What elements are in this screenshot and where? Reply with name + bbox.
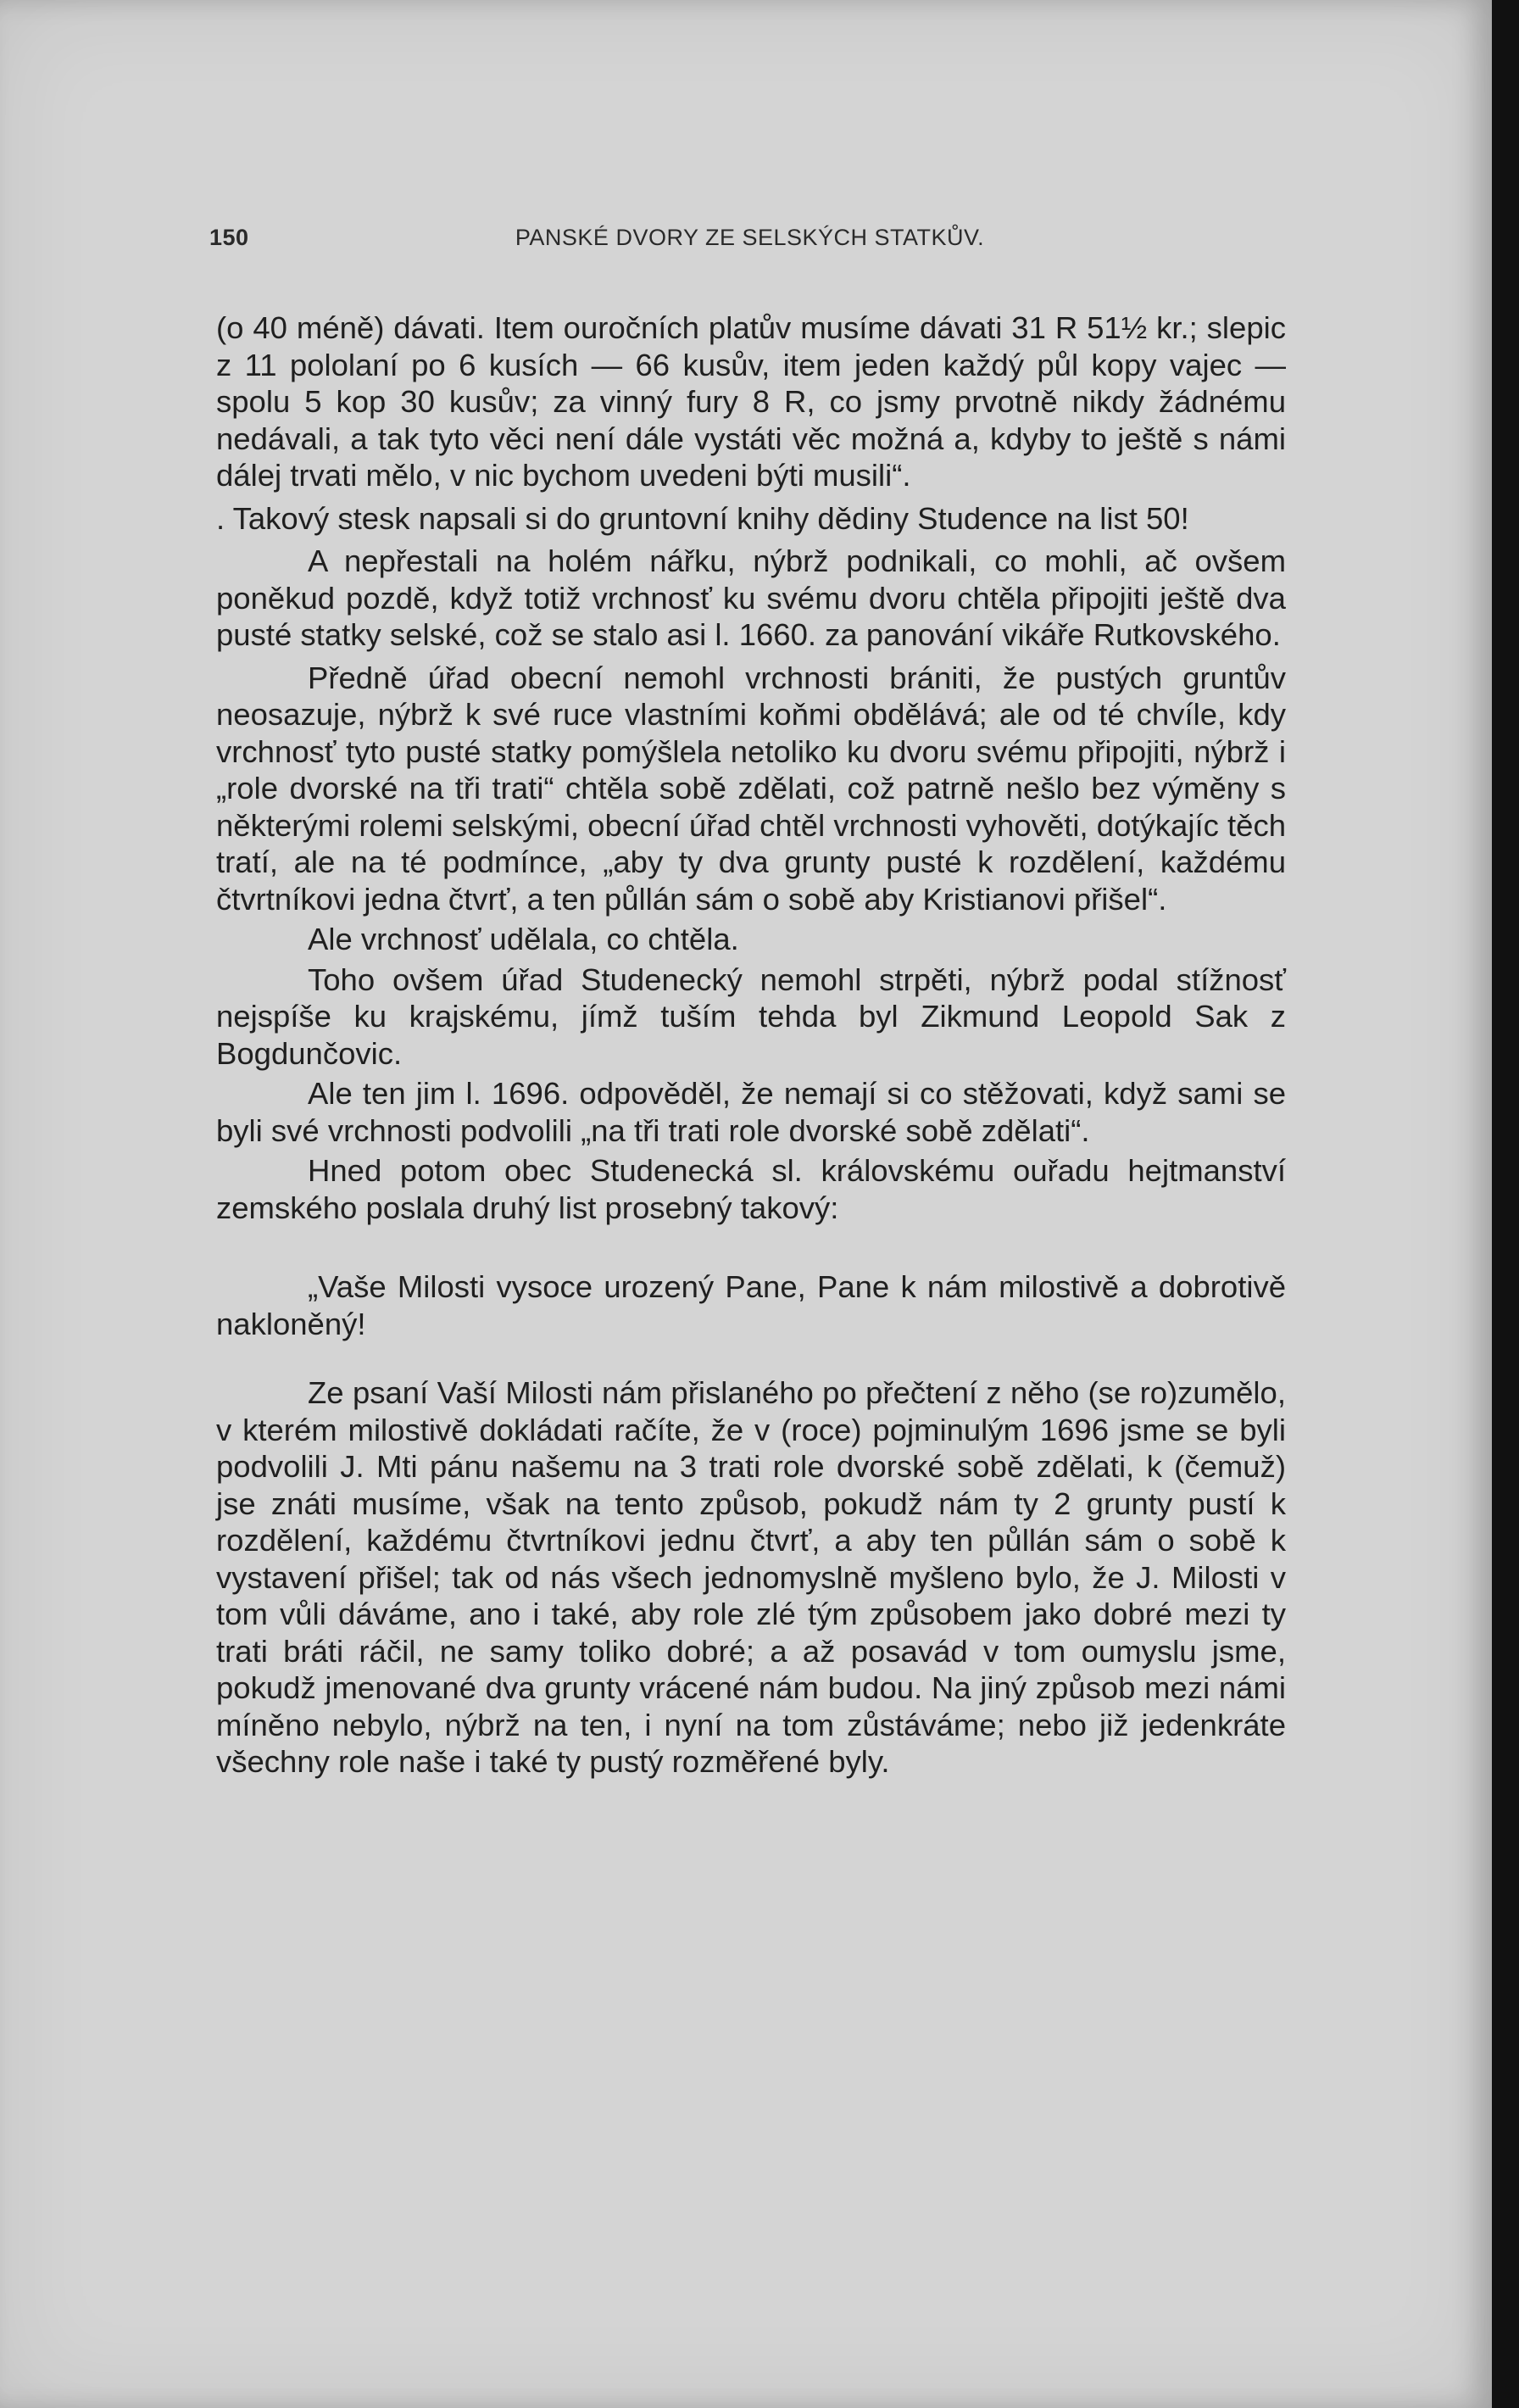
running-title: PANSKÉ DVORY ZE SELSKÝCH STATKŮV. — [515, 225, 985, 250]
paragraph-salutation: „Vaše Milosti vysoce urozený Pane, Pane k nám milostivě a dobrotivě nakloněný! — [216, 1269, 1286, 1341]
paragraph-office: Předně úřad obecní nemohl vrchnosti brániti, že pustých gruntův neosazuje, nýbrž k své ruce vlastními koňmi obdělává; ale od té chvíle, kdy vrchnosť tyto pusté statky pomýšlela netoliko ku dvoru svému připojiti, nýbrž i „role dvorské na tři trati“ chtěla sobě zdělati, což patrně nešlo bez výměny s některými rolemi selskými, obecní úřad chtěl vrchnosti vyhověti, dotýkajíc těch tratí, ale na té podmínce, „aby ty dva grunty pusté k rozdělení, každému čtvrtníkovi jedna čtvrť, a ten půllán sám o sobě aby Kristianovi přišel“. — [216, 660, 1286, 917]
paragraph-petition-intro: Hned potom obec Studenecká sl. královskému ouřadu hejtmanství zemského poslala druhý list prosebný takový: — [216, 1153, 1286, 1225]
paragraph-grievance: Toho ovšem úřad Studenecký nemohl strpěti, nýbrž podal stížnosť nejspíše ku krajskému, jímž tuším tehda byl Zikmund Leopold Sak z Bogdunčovic. — [216, 962, 1286, 1071]
page-header — [209, 225, 1290, 254]
paragraph-lament: . Takový stesk napsali si do gruntovní knihy dědiny Studence na list 50! — [216, 500, 1189, 536]
page-number: 150 — [209, 225, 249, 250]
paragraph-list-continuation: (o 40 méně) dávati. Item ouročních platův musíme dávati 31 R 51½ kr.; slepic z 11 pololaní po 6 kusích — 66 kusův, item jeden každý půl kopy vajec — spolu 5 kop 30 kusův; za vinný fury 8 R, co jsmy prvotně nikdy žádnému nedávali, a tak tyto věci není dále vystáti věc možná a, kdyby to ještě s námi dálej trvati mělo, v nic bychom uvedeni býti musili“. — [216, 310, 1286, 493]
paragraph-response: Ale ten jim l. 1696. odpověděl, že nemají si co stěžovati, když sami se byli své vrchnosti podvolili „na tři trati role dvorské sobě zdělati“. — [216, 1076, 1286, 1148]
body-text — [216, 309, 1286, 1781]
paragraph-complaint: A nepřestali na holém nářku, nýbrž podnikali, co mohli, ač ovšem poněkud pozdě, když totiž vrchnosť ku svému dvoru chtěla připojiti ještě dva pusté statky selské, což se stalo asi l. 1660. za panování vikáře Rutkovského. — [216, 543, 1286, 652]
paragraph-lord-action: Ale vrchnosť udělala, co chtěla. — [308, 922, 739, 956]
page-edge-shadow — [1492, 0, 1519, 2408]
paragraph-letter-body: Ze psaní Vaší Milosti nám přislaného po přečtení z něho (se ro)zumělo, v kterém milostivě dokládati račíte, že v (roce) pojminulým 1696 jsme se byli podvolili J. Mti pánu našemu na 3 trati role dvorské sobě zdělati, k (čemuž) jse znáti musíme, však na tento způsob, pokudž nám ty 2 grunty pustí k rozdělení, každému čtvrtníkovi jednu čtvrť, a aby ten půllán sám o sobě k vystavení přišel; tak od nás všech jednomyslně myšleno bylo, že J. Milosti v tom vůli dáváme, ano i také, aby role zlé tým způsobem jako dobré mezi ty trati bráti ráčil, ne samy toliko dobré; a až posavád v tom oumyslu jsme, pokudž jmenované dva grunty vrácené nám budou. Na jiný způsob mezi námi míněno nebylo, nýbrž na ten, i nyní na tom zůstáváme; nebo již jedenkráte všechny role naše i také ty pustý rozměřené byly. — [216, 1375, 1286, 1779]
